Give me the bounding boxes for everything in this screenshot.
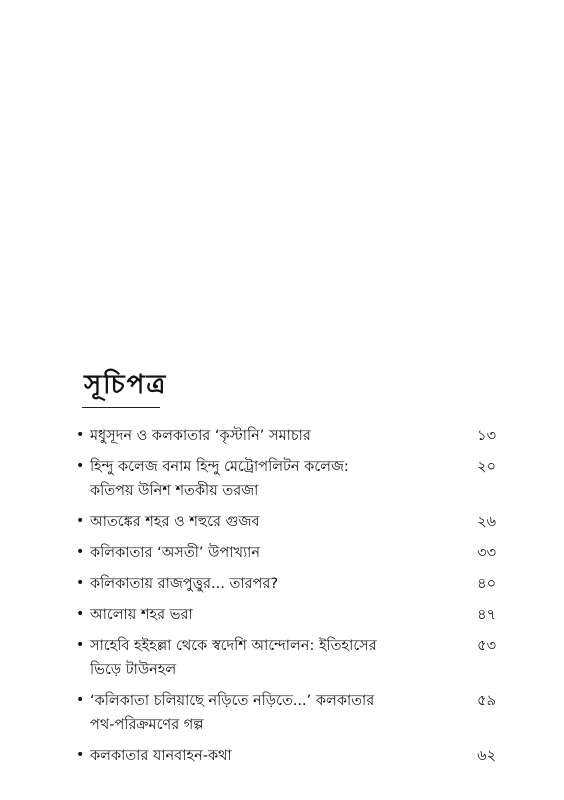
bullet-icon: • (76, 606, 85, 622)
toc-entry-7 (76, 634, 496, 682)
entry-title: কলিকাতার ‘অসতী’ উপাখ্যান (90, 545, 261, 561)
bullet-icon: • (76, 427, 85, 443)
toc-list (76, 424, 496, 775)
entry-page-number: ৩৩ (477, 545, 496, 561)
bullet-icon: • (76, 513, 85, 529)
toc-entry-1 (76, 424, 496, 448)
toc-title: সূচিপত্র (84, 370, 168, 400)
entry-page-number: ৬২ (477, 748, 496, 764)
entry-title: আলোয় শহর ভরা (90, 607, 193, 623)
entry-page-number: ৪০ (477, 576, 496, 592)
bullet-icon: • (76, 544, 85, 560)
toc-entry-4 (76, 541, 496, 565)
toc-entry-9 (76, 744, 496, 768)
entry-page-number: ২০ (477, 459, 496, 475)
entry-title: কলিকাতায় রাজপুত্তুর... তারপর? (90, 576, 279, 592)
bullet-icon: • (76, 637, 85, 653)
entry-page-number: ১৩ (477, 428, 496, 444)
bullet-icon: • (76, 458, 85, 474)
entry-title: হিন্দু কলেজ বনাম হিন্দু মেট্রোপলিটন কলেজ: কতিপয় উনিশ শতকীয় তরজা (90, 459, 349, 499)
toc-entry-3 (76, 510, 496, 534)
entry-page-number: ৫৯ (477, 693, 496, 709)
entry-title: মধুসূদন ও কলকাতার ‘কৃস্টানি’ সমাচার (90, 428, 311, 444)
bullet-icon: • (76, 575, 85, 591)
toc-entry-2 (76, 455, 496, 503)
entry-page-number: ৪৭ (477, 607, 496, 623)
entry-page-number: ২৬ (477, 514, 496, 530)
entry-page-number: ৫৩ (477, 638, 496, 654)
entry-title: ‘কলিকাতা চলিয়াছে নড়িতে নড়িতে...’ কলকাতার পথ-পরিক্রমণের গল্প (90, 693, 375, 733)
toc-entry-6 (76, 603, 496, 627)
toc-entry-5 (76, 572, 496, 596)
bullet-icon: • (76, 747, 85, 763)
entry-title: কলকাতার যানবাহন-কথা (90, 748, 232, 764)
entry-title: সাহেবি হইহল্লা থেকে স্বদেশি আন্দোলন: ইতিহাসের ভিড়ে টাউনহল (90, 638, 377, 678)
title-underline (82, 407, 160, 408)
entry-title: আতঙ্কের শহর ও শহুরে গুজব (90, 514, 260, 530)
bullet-icon: • (76, 692, 85, 708)
toc-entry-8 (76, 689, 496, 737)
